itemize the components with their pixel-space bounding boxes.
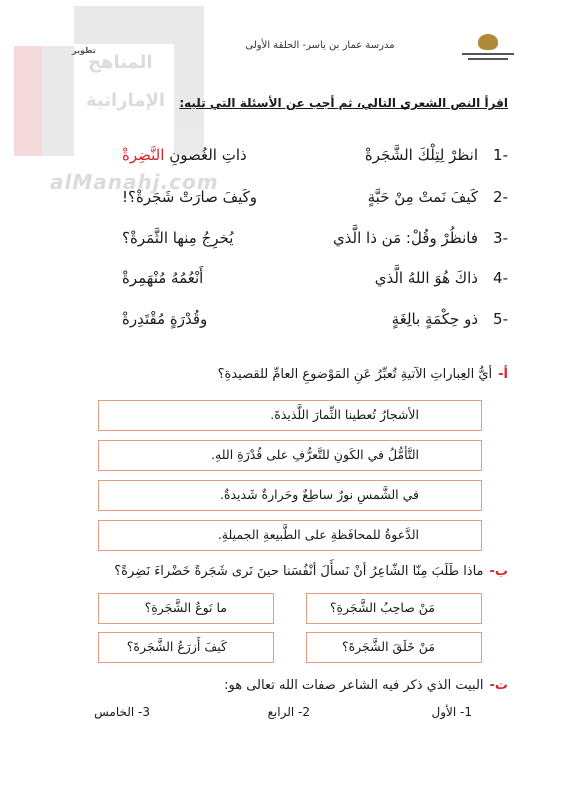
choice-fourth[interactable]: 2- الرابع [267, 705, 310, 719]
highlighted-word: النَّضِرةْ [122, 146, 165, 164]
tatweer-logo: تطوير [72, 46, 96, 55]
poem-first-half: ذو حِكْمَةٍ بالِغَةٍ [391, 310, 478, 328]
question-c: ت-البيت الذي ذكر فيه الشاعر صفات الله تعالى هو: [224, 678, 508, 693]
poem-second-half: وكَيفَ صارَتْ شَجَرةْ؟! [122, 188, 258, 206]
answer-option[interactable]: كَيفَ أَزرَعُ الشَّجَرةَ؟ [98, 632, 274, 663]
poem-line: -5 ذو حِكْمَةٍ بالِغَةٍ وقُدْرَةٍ مُقْتَدِرةْ [122, 310, 508, 328]
answer-option[interactable]: ما نَوعُ الشَّجَرةِ؟ [98, 593, 274, 624]
instruction: اقرأ النص الشعري التالي، ثم أجب عن الأسئلة التي تليه: [179, 96, 508, 110]
choice-fifth[interactable]: 3- الخامس [94, 705, 150, 719]
watermark-text-top: المناهج [88, 52, 153, 73]
poem-second-half: يُخرِجُ مِنها الثَّمَرةْ؟ [122, 229, 234, 247]
poem-line: -2 كَيفَ نَمتْ مِنْ حَبَّةٍ وكَيفَ صارَتْ شَجَرةْ؟! [122, 188, 508, 206]
watermark-text-bottom: الإماراتية [86, 90, 166, 111]
poem-first-half: فانظُرْ وقُلْ: مَن ذا الَّذي [332, 229, 478, 247]
poem-line: -4 ذاكَ هُوَ اللهُ الَّذي أَنْعُمُهُ مُنْهَمِرةْ [122, 269, 508, 287]
poem-second-half: وقُدْرَةٍ مُقْتَدِرةْ [122, 310, 208, 328]
poem-second-half: أَنْعُمُهُ مُنْهَمِرةْ [122, 269, 204, 287]
choice-first[interactable]: 1- الأول [431, 705, 472, 719]
answer-option[interactable]: التَّأمُّلُ في الكَونِ للتَّعرُّفِ على قُدْرَةِ اللهِ. [98, 440, 482, 471]
answer-option[interactable]: في الشَّمسِ نورٌ ساطِعٌ وحَرارةٌ شَديدةٌ. [98, 480, 482, 511]
uae-emblem-icon [462, 34, 514, 64]
poem-first-half: كَيفَ نَمتْ مِنْ حَبَّةٍ [367, 188, 478, 206]
poem-first-half: انظرْ لِتِلْكَ الشَّجَرةْ [364, 146, 478, 164]
watermark-site: alManahj.com [50, 170, 219, 194]
watermark-logo [14, 6, 204, 156]
answer-option[interactable]: مَنْ صاحِبُ الشَّجَرةِ؟ [306, 593, 482, 624]
question-a: أ-أيُّ العِباراتِ الآتيةِ تُعبِّرُ عَنِ المَوْضوعِ العامِّ للقصيدةِ؟ [217, 367, 508, 382]
school-name: مدرسة عمار بن ياسر- الحلقة الأولى [245, 40, 395, 51]
question-b: ب-ماذا طَلَبَ مِنّا الشّاعِرُ أنْ نَسأَلَ أنْفُسَنا حينَ نَرى شَجَرةً خَضْراءَ نَضِرةً؟ [114, 564, 508, 579]
answer-option[interactable]: الدَّعوةُ للمحافَظةِ على الطَّبيعةِ الجميلةِ. [98, 520, 482, 551]
poem-line: -1 انظرْ لِتِلْكَ الشَّجَرةْ ذاتِ الغُصونِ النَّضِرةْ [122, 146, 508, 164]
poem-second-half: ذاتِ الغُصونِ النَّضِرةْ [122, 146, 247, 164]
answer-option[interactable]: مَنْ خَلَقَ الشَّجَرةَ؟ [306, 632, 482, 663]
answer-option[interactable]: الأشجارُ تُعطينا الثِّمارَ اللَّذيذةَ. [98, 400, 482, 431]
poem-line: -3 فانظُرْ وقُلْ: مَن ذا الَّذي يُخرِجُ مِنها الثَّمَرةْ؟ [122, 229, 508, 247]
poem-first-half: ذاكَ هُوَ اللهُ الَّذي [374, 269, 478, 287]
